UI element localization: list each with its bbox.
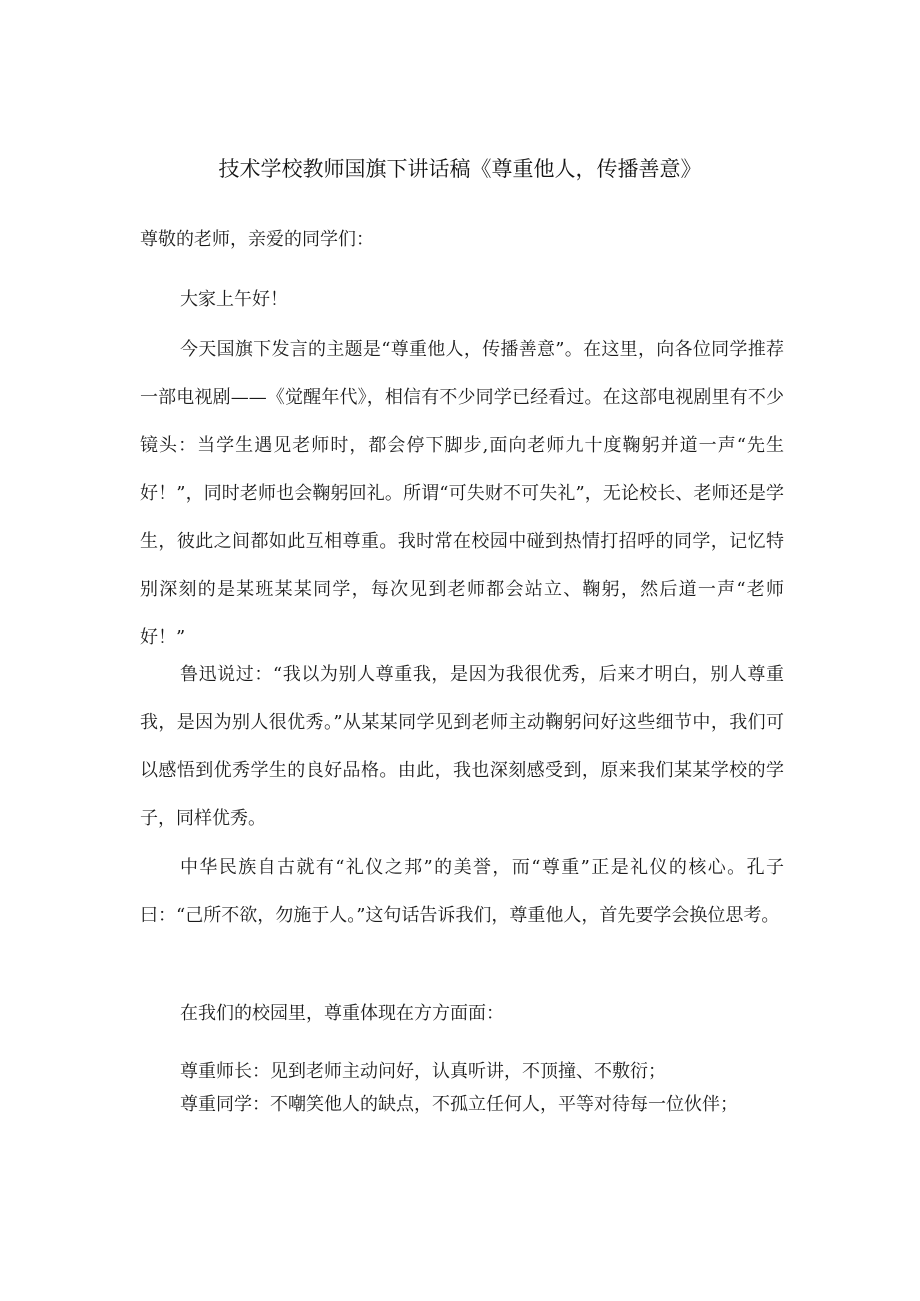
paragraph-luxun-quote: 鲁迅说过：“我以为别人尊重我，是因为我很优秀，后来才明白，别人尊重我，是因为别人很优秀。”从某某同学见到老师主动鞠躬问好这些细节中，我们可以感悟到优秀学生的良好品格。由此，我也深刻感受到，原来我们某某学校的学子，同样优秀。 <box>140 664 784 829</box>
paragraph-campus-respect: 在我们的校园里，尊重体现在方方面面： <box>180 1003 504 1024</box>
paragraph-etiquette: 中华民族自古就有“礼仪之邦”的美誉，而“尊重”正是礼仪的核心。孔子曰：“己所不欲，勿施于人。”这句话告诉我们，尊重他人，首先要学会换位思考。 <box>140 857 784 926</box>
salutation: 尊敬的老师，亲爱的同学们： <box>140 229 374 250</box>
list-item: 尊重师长：见到老师主动问好，认真听讲，不顶撞、不敷衍； <box>180 1061 666 1082</box>
paragraph-intro: 今天国旗下发言的主题是“尊重他人，传播善意”。在这里，向各位同学推荐一部电视剧——《觉醒年代》，相信有不少同学已经看过。在这部电视剧里有不少镜头：当学生遇见老师时，都会停下脚步,面向老师九十度鞠躬并道一声“先生好！”，同时老师也会鞠躬回礼。所谓“可失财不可失礼”，无论校长、老师还是学生，彼此之间都如此互相尊重。我时常在校园中碰到热情打招呼的同学，记忆特别深刻的是某班某某同学，每次见到老师都会站立、鞠躬，然后道一声“老师好！” <box>140 339 784 648</box>
document-title: 技术学校教师国旗下讲话稿《尊重他人，传播善意》 <box>218 157 702 181</box>
respect-list <box>180 1055 800 1121</box>
list-item: 尊重同学：不嘲笑他人的缺点，不孤立任何人，平等对待每一位伙伴； <box>180 1094 738 1115</box>
greeting: 大家上午好！ <box>180 289 288 310</box>
